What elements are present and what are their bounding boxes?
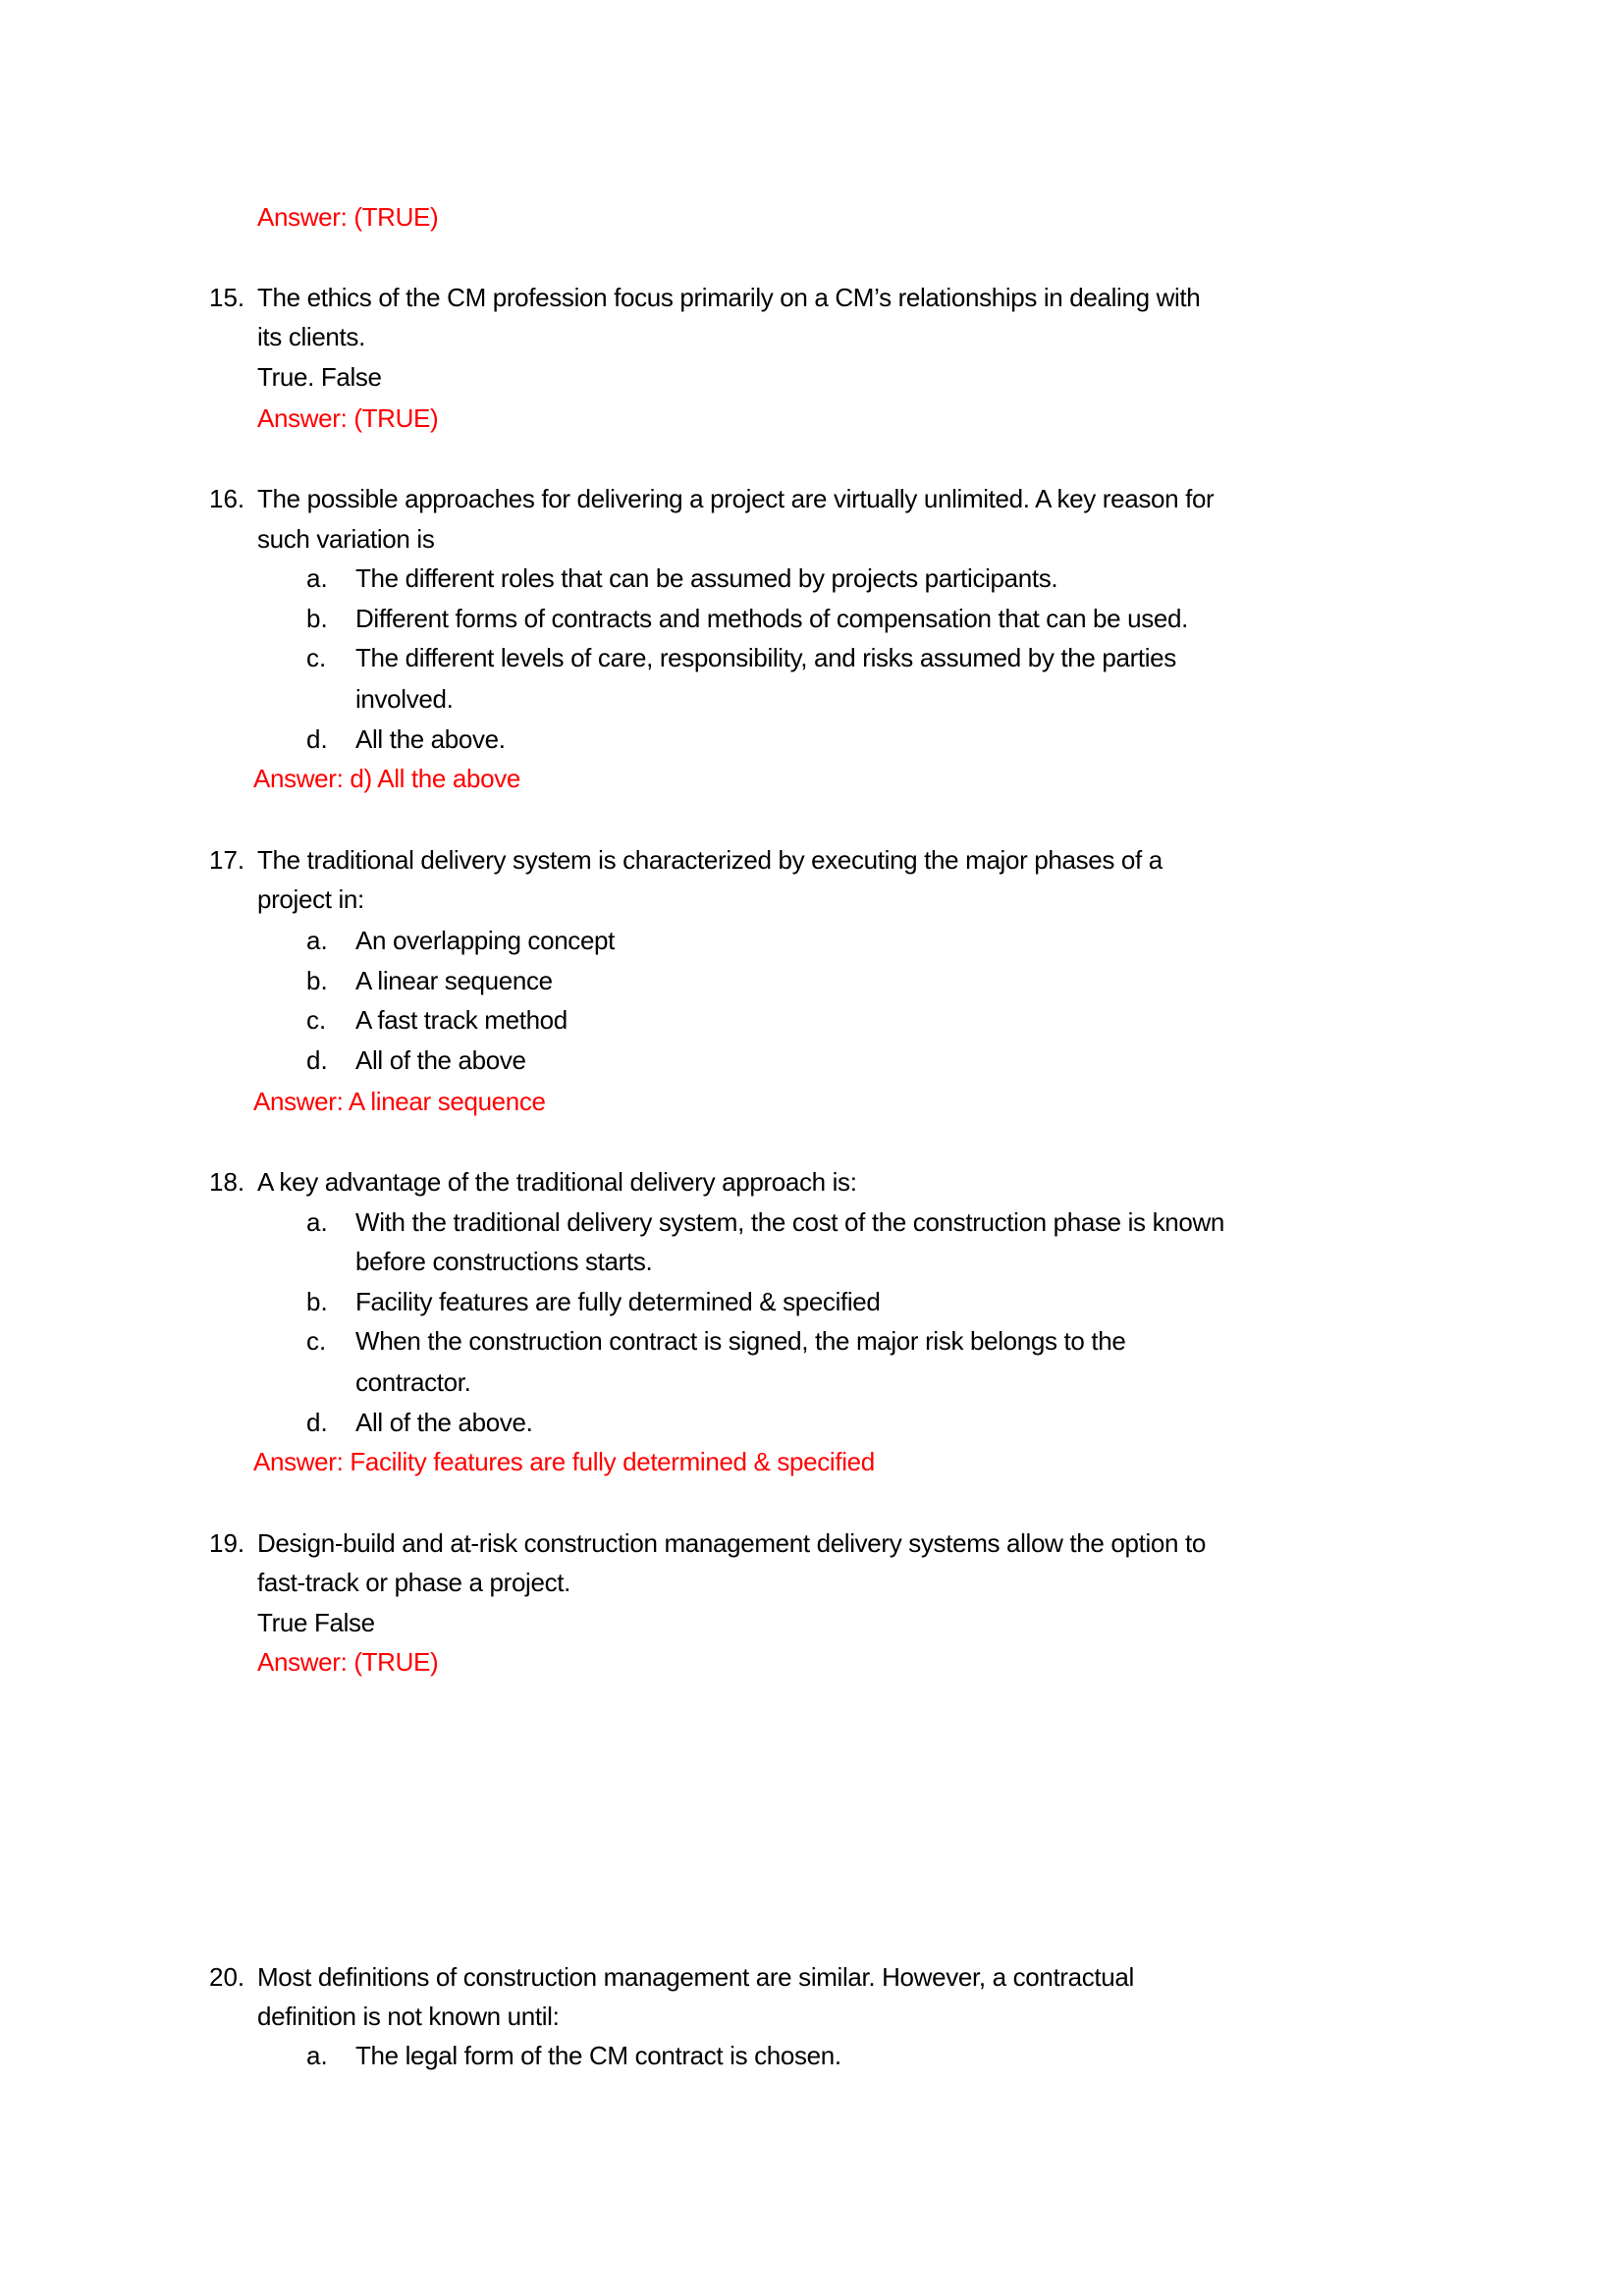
option-text: The different roles that can be assumed by projects participants.	[355, 563, 1058, 593]
question-stem-line: Design-build and at-risk construction management delivery systems allow the option to	[257, 1528, 1206, 1558]
question-stem-line: definition is not known until:	[257, 2002, 560, 2031]
question-stem-line: fast-track or phase a project.	[257, 1568, 570, 1597]
question-stem-line: Most definitions of construction management are similar. However, a contractual	[257, 1962, 1134, 1992]
question-stem-line: The ethics of the CM profession focus primarily on a CM’s relationships in dealing with	[257, 283, 1201, 312]
option-letter: d.	[306, 724, 328, 754]
question-number: 16.	[209, 484, 245, 513]
option-text: A fast track method	[355, 1005, 568, 1035]
option-letter: b.	[306, 1287, 328, 1316]
answer-text: Answer: d) All the above	[253, 764, 520, 793]
option-text: A linear sequence	[355, 966, 553, 995]
option-text: All of the above.	[355, 1408, 533, 1437]
option-text: An overlapping concept	[355, 926, 616, 955]
question-stem-line: project in:	[257, 884, 364, 914]
answer-text: Answer: (TRUE)	[257, 1647, 439, 1677]
answer-text: Answer: (TRUE)	[257, 403, 439, 433]
question-stem-line: such variation is	[257, 524, 435, 554]
option-letter: b.	[306, 604, 328, 633]
option-letter: a.	[306, 926, 328, 955]
option-text: The different levels of care, responsibility, and risks assumed by the parties	[355, 643, 1176, 672]
option-text: contractor.	[355, 1367, 471, 1397]
option-text: Different forms of contracts and methods of compensation that can be used.	[355, 604, 1188, 633]
answer-text: Answer: A linear sequence	[253, 1087, 546, 1116]
option-text: All the above.	[355, 724, 506, 754]
question-stem-line: The traditional delivery system is characterized by executing the major phases of a	[257, 845, 1163, 875]
question-stem-line: A key advantage of the traditional delivery approach is:	[257, 1167, 857, 1197]
option-text: The legal form of the CM contract is chosen.	[355, 2041, 841, 2070]
true-false-choices: True. False	[257, 362, 382, 392]
answer-text: Answer: Facility features are fully determined & specified	[253, 1447, 875, 1476]
question-stem-line: its clients.	[257, 322, 365, 351]
question-number: 18.	[209, 1167, 245, 1197]
option-text: Facility features are fully determined & specified	[355, 1287, 881, 1316]
true-false-choices: True False	[257, 1608, 375, 1637]
option-text: involved.	[355, 684, 454, 714]
option-letter: d.	[306, 1408, 328, 1437]
option-text: before constructions starts.	[355, 1247, 653, 1276]
option-letter: c.	[306, 1326, 327, 1356]
option-letter: d.	[306, 1045, 328, 1075]
option-letter: a.	[306, 1207, 328, 1237]
question-number: 17.	[209, 845, 245, 875]
option-text: All of the above	[355, 1045, 526, 1075]
question-number: 19.	[209, 1528, 245, 1558]
option-letter: c.	[306, 1005, 327, 1035]
answer-q14: Answer: (TRUE)	[257, 202, 439, 232]
question-stem-line: The possible approaches for delivering a project are virtually unlimited. A key reason for	[257, 484, 1215, 513]
option-text: When the construction contract is signed, the major risk belongs to the	[355, 1326, 1126, 1356]
option-text: With the traditional delivery system, the cost of the construction phase is known	[355, 1207, 1224, 1237]
option-letter: b.	[306, 966, 328, 995]
question-number: 15.	[209, 283, 245, 312]
option-letter: a.	[306, 2041, 328, 2070]
question-number: 20.	[209, 1962, 245, 1992]
option-letter: c.	[306, 643, 327, 672]
option-letter: a.	[306, 563, 328, 593]
